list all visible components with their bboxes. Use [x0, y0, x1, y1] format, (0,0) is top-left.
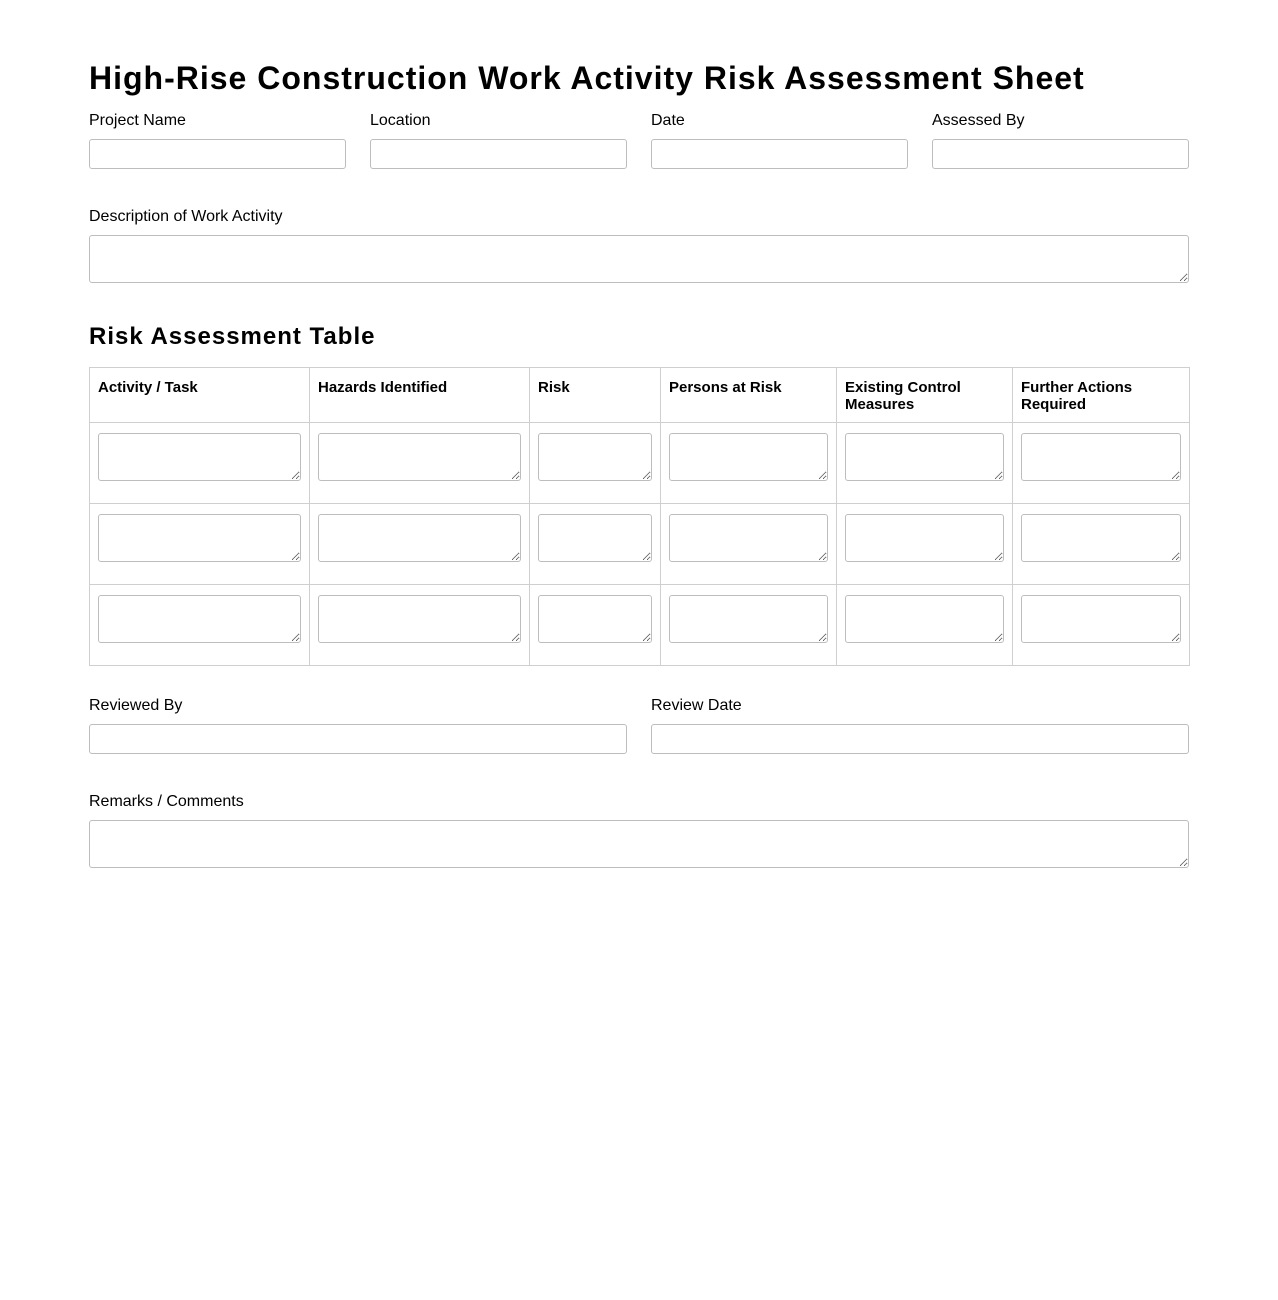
assessed-by-field-group	[932, 112, 1189, 169]
persons-at-risk-textarea[interactable]	[669, 433, 828, 481]
remarks-textarea[interactable]	[89, 820, 1189, 868]
remarks-field-group	[89, 793, 1189, 868]
table-row	[90, 585, 1190, 666]
activity-task-textarea[interactable]	[98, 595, 301, 643]
date-label: Date	[651, 112, 685, 129]
table-row	[90, 504, 1190, 585]
column-header-existing-control-measures: Existing Control Measures	[837, 368, 1013, 423]
risk-assessment-table	[89, 367, 1190, 666]
assessed-by-input[interactable]	[932, 139, 1189, 169]
date-field-group	[651, 112, 908, 169]
table-cell	[310, 423, 530, 504]
table-cell	[1013, 504, 1190, 585]
hazards-identified-textarea[interactable]	[318, 514, 521, 562]
table-cell	[1013, 585, 1190, 666]
table-cell	[1013, 423, 1190, 504]
table-cell	[837, 504, 1013, 585]
review-fields-row	[89, 697, 1189, 754]
remarks-label: Remarks / Comments	[89, 793, 244, 810]
activity-task-textarea[interactable]	[98, 514, 301, 562]
column-header-risk: Risk	[530, 368, 661, 423]
location-field-group	[370, 112, 627, 169]
table-cell	[530, 504, 661, 585]
table-cell	[837, 585, 1013, 666]
table-row	[90, 423, 1190, 504]
risk-textarea[interactable]	[538, 514, 652, 562]
project-name-field-group	[89, 112, 346, 169]
description-textarea[interactable]	[89, 235, 1189, 283]
project-name-label: Project Name	[89, 112, 186, 129]
table-cell	[90, 504, 310, 585]
description-field-group	[89, 208, 1189, 283]
reviewed-by-input[interactable]	[89, 724, 627, 754]
risk-table-heading: Risk Assessment Table	[89, 323, 376, 350]
table-cell	[90, 423, 310, 504]
activity-task-textarea[interactable]	[98, 433, 301, 481]
date-input[interactable]	[651, 139, 908, 169]
header-fields-row	[89, 112, 1189, 169]
remarks-row	[89, 793, 1189, 868]
project-name-input[interactable]	[89, 139, 346, 169]
location-label: Location	[370, 112, 431, 129]
existing-control-measures-textarea[interactable]	[845, 595, 1004, 643]
reviewed-by-field-group	[89, 697, 627, 754]
table-cell	[661, 585, 837, 666]
table-cell	[661, 423, 837, 504]
column-header-hazards-identified: Hazards Identified	[310, 368, 530, 423]
table-cell	[837, 423, 1013, 504]
column-header-persons-at-risk: Persons at Risk	[661, 368, 837, 423]
column-header-activity-task: Activity / Task	[90, 368, 310, 423]
table-cell	[310, 504, 530, 585]
table-cell	[661, 504, 837, 585]
description-row	[89, 208, 1189, 283]
hazards-identified-textarea[interactable]	[318, 433, 521, 481]
further-actions-required-textarea[interactable]	[1021, 514, 1181, 562]
table-cell	[530, 423, 661, 504]
further-actions-required-textarea[interactable]	[1021, 595, 1181, 643]
further-actions-required-textarea[interactable]	[1021, 433, 1181, 481]
description-label: Description of Work Activity	[89, 208, 283, 225]
table-cell	[310, 585, 530, 666]
column-header-further-actions-required: Further Actions Required	[1013, 368, 1190, 423]
review-date-input[interactable]	[651, 724, 1189, 754]
review-date-field-group	[651, 697, 1189, 754]
table-cell	[530, 585, 661, 666]
page-title: High-Rise Construction Work Activity Risk Assessment Sheet	[89, 60, 1085, 96]
assessed-by-label: Assessed By	[932, 112, 1025, 129]
review-date-label: Review Date	[651, 697, 742, 714]
existing-control-measures-textarea[interactable]	[845, 514, 1004, 562]
location-input[interactable]	[370, 139, 627, 169]
existing-control-measures-textarea[interactable]	[845, 433, 1004, 481]
hazards-identified-textarea[interactable]	[318, 595, 521, 643]
persons-at-risk-textarea[interactable]	[669, 514, 828, 562]
table-header-row	[90, 368, 1190, 423]
persons-at-risk-textarea[interactable]	[669, 595, 828, 643]
table-cell	[90, 585, 310, 666]
risk-textarea[interactable]	[538, 433, 652, 481]
reviewed-by-label: Reviewed By	[89, 697, 183, 714]
risk-textarea[interactable]	[538, 595, 652, 643]
